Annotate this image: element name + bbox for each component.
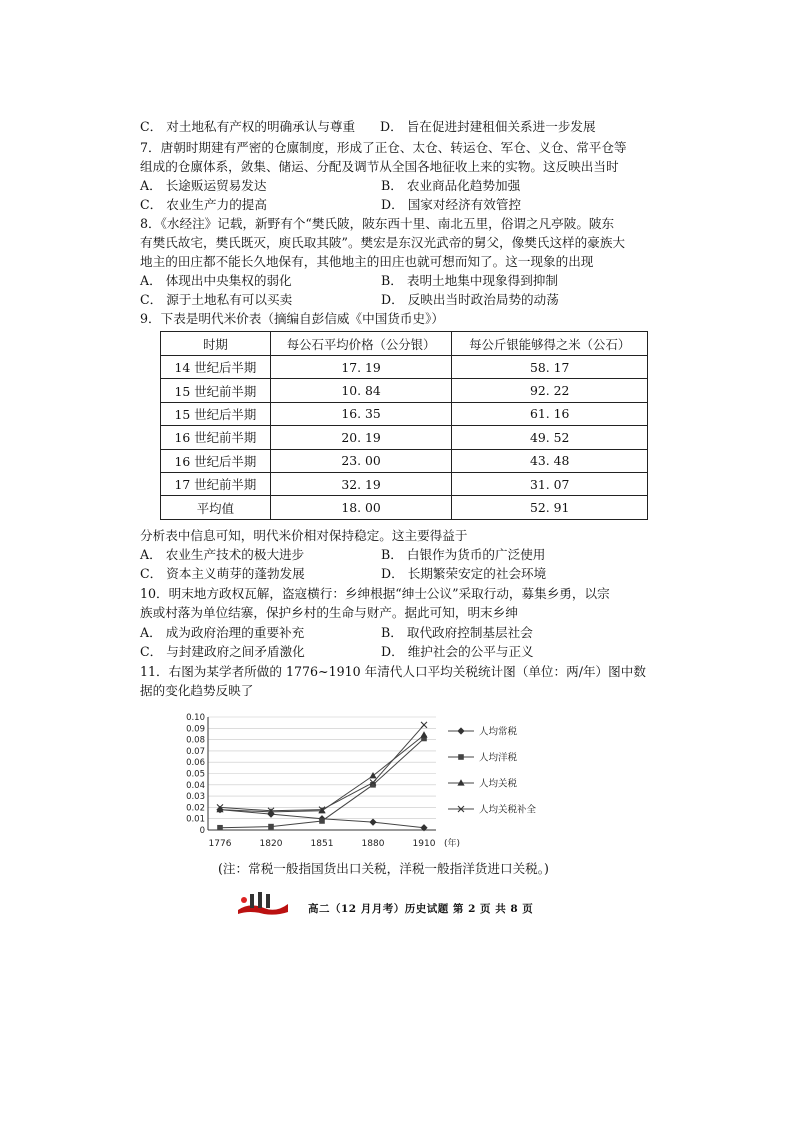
q10-option-a: A． 成为政府治理的重要补充: [140, 625, 305, 640]
table-header-cell: 时期: [161, 332, 271, 356]
q11-stem-line-1: 11．右图为某学者所做的 1776~1910 年清代人口平均关税统计图（单位：两/年）图中数: [140, 664, 646, 679]
data-point: [217, 825, 223, 831]
y-tick-label: 0.01: [186, 814, 205, 825]
table-cell: 31. 07: [452, 472, 648, 495]
q8-option-b: B． 表明土地集中现象得到抑制: [381, 273, 558, 288]
y-tick-label: 0.02: [186, 803, 205, 814]
q7-option-d: D． 国家对经济有效管控: [381, 197, 522, 212]
table-cell: 14 世纪后半期: [161, 356, 271, 379]
q8-stem-line-3: 地主的田庄都不能长久地保有，其他地主的田庄也就可想而知了。这一现象的出现: [140, 254, 594, 269]
q9-option-a: A． 农业生产技术的极大进步: [140, 547, 305, 562]
table-cell: 20. 19: [270, 426, 452, 449]
table-cell: 92. 22: [452, 379, 648, 402]
legend-label: 人均常税: [479, 726, 518, 738]
y-tick-label: 0.09: [186, 724, 205, 735]
table-row: [161, 426, 648, 449]
series-line: [220, 738, 424, 827]
q9-analysis: 分析表中信息可知，明代米价相对保持稳定。这主要得益于: [140, 528, 468, 543]
y-axis-ticks: [186, 713, 205, 836]
table-cell: 16 世纪后半期: [161, 449, 271, 472]
legend-label: 人均洋税: [479, 752, 518, 764]
table-row: [161, 379, 648, 402]
table-row: [161, 496, 648, 519]
q8-option-d: D． 反映出当时政治局势的动荡: [381, 292, 559, 307]
q10-option-c: C． 与封建政府之间矛盾激化: [140, 644, 305, 659]
x-tick-label: 1851: [310, 839, 334, 849]
y-tick-label: 0.04: [186, 780, 205, 791]
table-cell: 23. 00: [270, 449, 452, 472]
x-tick-label: 1776: [208, 839, 232, 849]
table-cell: 43. 48: [452, 449, 648, 472]
x-tick-label: 1820: [259, 839, 283, 849]
table-row: [161, 402, 648, 425]
q7-option-a: A． 长途贩运贸易发达: [140, 178, 267, 193]
q9-option-d: D． 长期繁荣安定的社会环境: [381, 566, 547, 581]
q6-option-d: D． 旨在促进封建租佃关系进一步发展: [380, 119, 596, 134]
table-cell: 16 世纪前半期: [161, 426, 271, 449]
table-cell: 32. 19: [270, 472, 452, 495]
table-cell: 10. 84: [270, 379, 452, 402]
y-tick-label: 0.05: [186, 769, 205, 780]
table-cell: 49. 52: [452, 426, 648, 449]
table-cell: 15 世纪后半期: [161, 402, 271, 425]
q10-option-d: D． 维护社会的公平与正义: [381, 644, 534, 659]
chart-series: [216, 722, 427, 831]
series-line: [220, 725, 424, 811]
chart-legend: [448, 726, 537, 816]
q10-option-b: B． 取代政府控制基层社会: [381, 625, 533, 640]
data-point: [458, 754, 464, 760]
q10-stem-line-1: 10．明末地方政权瓦解，盗寇横行：乡绅根据“绅士公议”采取行动，募集乡勇，以宗: [140, 586, 610, 601]
q7-stem-line-1: 7．唐朝时期建有严密的仓廪制度，形成了正仓、太仓、转运仓、军仓、义仓、常平仓等: [140, 140, 627, 155]
table-cell: 18. 00: [270, 496, 452, 519]
q8-stem-line-1: 8．《水经注》记载，新野有个“樊氏陂，陂东西十里、南北五里，俗谓之凡亭陂。陂东: [140, 216, 615, 231]
q11-note: (注：常税一般指国货出口关税，洋税一般指洋货进口关税。): [218, 861, 549, 876]
q7-option-b: B． 农业商品化趋势加强: [381, 178, 521, 193]
rice-price-table: [160, 331, 648, 520]
data-point: [268, 824, 274, 830]
y-tick-label: 0: [199, 826, 205, 836]
y-tick-label: 0.07: [186, 746, 205, 757]
data-point: [421, 722, 427, 728]
data-point: [369, 818, 376, 825]
table-header-cell: 每公斤银能够得之米（公石）: [452, 332, 648, 356]
table-cell: 16. 35: [270, 402, 452, 425]
y-tick-label: 0.03: [186, 792, 205, 803]
q7-option-c: C． 农业生产力的提高: [140, 197, 267, 212]
page-footer: 高二（12 月月考）历史试题 第 2 页 共 8 页: [308, 903, 534, 915]
data-point: [420, 731, 427, 737]
q6-option-c: C． 对土地私有产权的明确承认与尊重: [140, 119, 356, 134]
table-cell: 61. 16: [452, 402, 648, 425]
q9-option-c: C． 资本主义萌芽的蓬勃发展: [140, 566, 305, 581]
q8-option-a: A． 体现出中央集权的弱化: [140, 273, 292, 288]
x-axis-label: (年): [444, 839, 461, 849]
table-row: [161, 449, 648, 472]
data-point: [369, 772, 376, 778]
table-header-cell: 每公石平均价格（公分银）: [270, 332, 452, 356]
q8-option-c: C． 源于土地私有可以买卖: [140, 292, 293, 307]
data-point: [457, 779, 464, 785]
table-header-row: [161, 332, 648, 356]
q7-stem-line-2: 组成的仓廪体系，敛集、储运、分配及调节从全国各地征收上来的实物。这反映出当时: [140, 159, 619, 174]
q9-option-b: B． 白银作为货币的广泛使用: [381, 547, 546, 562]
data-point: [319, 818, 325, 824]
data-point: [457, 727, 464, 734]
y-tick-label: 0.10: [186, 713, 205, 723]
q11-stem-line-2: 据的变化趋势反映了: [140, 683, 254, 698]
q9-intro: 9．下表是明代米价表（摘编自彭信威《中国货币史》）: [140, 311, 444, 326]
q8-stem-line-2: 有樊氏故宅，樊氏既灭，庾氏取其陂”。樊宏是东汉光武帝的舅父，像樊氏这样的豪族大: [140, 235, 626, 250]
x-tick-label: 1910: [412, 839, 436, 849]
x-axis-ticks: [209, 839, 436, 849]
y-tick-label: 0.08: [186, 735, 205, 746]
table-cell: 17. 19: [270, 356, 452, 379]
table-cell: 平均值: [161, 496, 271, 519]
legend-label: 人均关税: [479, 778, 518, 790]
table-row: [161, 472, 648, 495]
y-tick-label: 0.06: [186, 758, 205, 769]
legend-label: 人均关税补全: [479, 804, 537, 816]
table-row: [161, 356, 648, 379]
table-cell: 17 世纪前半期: [161, 472, 271, 495]
tariff-line-chart: [178, 703, 558, 853]
table-cell: 15 世纪前半期: [161, 379, 271, 402]
x-tick-label: 1880: [361, 839, 385, 849]
table-cell: 52. 91: [452, 496, 648, 519]
school-logo: [236, 890, 290, 916]
q10-stem-line-2: 族或村落为单位结寨，保护乡村的生命与财产。据此可知，明末乡绅: [140, 605, 518, 620]
table-cell: 58. 17: [452, 356, 648, 379]
